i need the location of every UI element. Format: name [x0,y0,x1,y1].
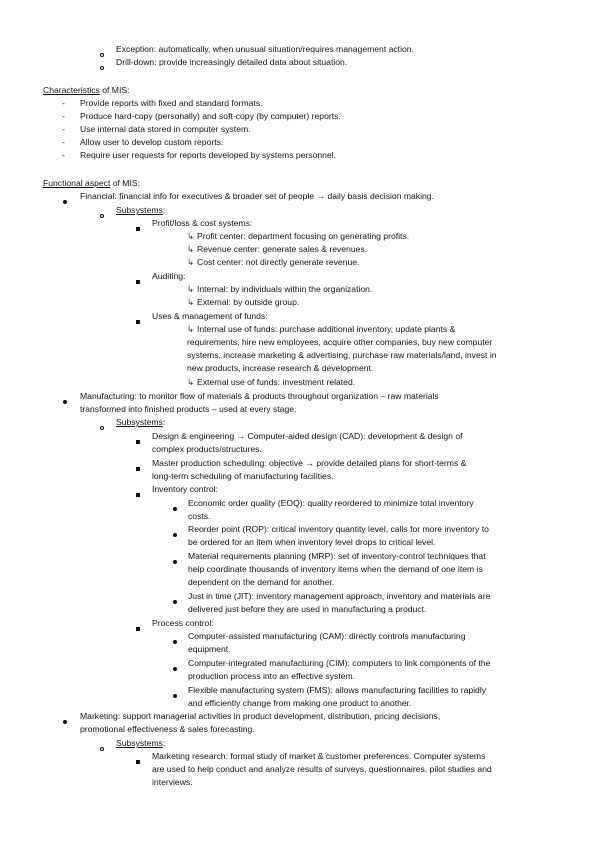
bullet-dot-icon [173,555,177,568]
cam-line: equipment. [188,644,231,654]
characteristic-item: Produce hard-copy (personally) and soft-copy (by computer) reports. [80,111,341,121]
production-line: long-term scheduling of manufacturing facilities. [152,471,334,481]
square-bullet-icon [136,462,140,475]
dash-bullet: - [62,111,65,121]
dash-bullet: - [62,137,65,147]
circle-bullet-icon [100,742,104,755]
exception-item: Exception: automatically, when unusual situation/requires management action. [116,44,414,54]
mrp-line: dependent on the demand for another. [188,577,335,587]
inventory-control-item: Inventory control: [152,484,218,494]
jit-line: delivered just before they are used in manufacturing a product. [188,604,427,614]
profit-center-item: Profit center: department focusing on generating profits. [197,231,410,241]
internal-funds-line: systems, increase marketing & advertising, purchase raw materials/land, invest in [187,350,497,360]
characteristic-item: Allow user to develop custom reports. [80,137,224,147]
fms-line: Flexible manufacturing system (FMS): allows manufacturing facilities to rapidly [188,685,487,695]
sub-arrow-icon: ↳ [187,244,195,254]
funds-item: Uses & management of funds: [152,311,268,321]
marketing-research-line: are used to help conduct and analyze results of surveys, questionnaires, pilot studies and [152,764,492,774]
bullet-dot-icon [63,395,67,408]
characteristics-heading: Characteristics of MIS: [43,85,130,95]
characteristic-item: Use internal data stored in computer system. [80,124,251,134]
sub-arrow-icon: ↳ [187,284,195,294]
bullet-dot-icon [63,715,67,728]
financial-subsystems-label: Subsystems: [116,205,166,215]
cim-line: Computer-integrated manufacturing (CIM): computers to link components of the [188,658,491,668]
manufacturing-line: transformed into finished products – used at every stage. [80,404,297,414]
bullet-dot-icon [63,195,67,208]
rop-line: Reorder point (ROP): critical inventory quantity level, calls for more inventory to [188,524,489,534]
process-control-item: Process control: [152,618,214,628]
square-bullet-icon [136,435,140,448]
revenue-center-item: Revenue center: generate sales & revenues. [197,244,368,254]
fms-line: and efficiently change from making one product to another. [188,698,412,708]
internal-funds-line: new products, increase research & development. [187,363,374,373]
sub-arrow-icon: ↳ [187,377,195,387]
dash-bullet: - [62,124,65,134]
internal-audit-item: Internal: by individuals within the organization. [197,284,373,294]
circle-bullet-icon [100,61,104,74]
square-bullet-icon [136,622,140,635]
bullet-dot-icon [173,689,177,702]
cam-line: Computer-assisted manufacturing (CAM): directly controls manufacturing [188,631,466,641]
production-line: Master production scheduling: objective → provide detailed plans for short-terms & [152,458,467,468]
square-bullet-icon [136,315,140,328]
bullet-dot-icon [173,595,177,608]
bullet-dot-icon [173,662,177,675]
sub-arrow-icon: ↳ [187,231,195,241]
bullet-dot-icon [173,528,177,541]
manufacturing-line: Manufacturing: to monitor flow of materials & products throughout organization – raw materials [80,391,439,401]
square-bullet-icon [136,488,140,501]
bullet-dot-icon [173,502,177,515]
cost-center-item: Cost center: not directly generate revenue. [197,257,360,267]
sub-arrow-icon: ↳ [187,297,195,307]
design-line: Design & engineering → Computer-aided design (CAD): development & design of [152,431,463,441]
circle-bullet-icon [100,209,104,222]
auditing-item: Auditing: [152,271,186,281]
external-funds-item: External use of funds: investment related. [197,377,356,387]
marketing-subsystems-label: Subsystems: [116,738,166,748]
design-line: complex products/structures. [152,444,262,454]
mrp-line: help coordinate thousands of inventory items when the demand of one item is [188,564,483,574]
marketing-research-line: interviews. [152,777,193,787]
eoq-line: Economic order quality (EOQ): quality reordered to minimize total inventory [188,498,474,508]
jit-line: Just in time (JIT): inventory management approach, inventory and materials are [188,591,491,601]
dash-bullet: - [62,150,65,160]
functional-aspect-heading: Functional aspect of MIS: [43,178,140,188]
characteristic-item: Require user requests for reports developed by systems personnel. [80,150,337,160]
internal-funds-line: Internal use of funds: purchase additional inventory, update plants & [197,324,456,334]
mrp-line: Material requirements planning (MRP): set of inventory-control techniques that [188,551,486,561]
manufacturing-subsystems-label: Subsystems: [116,417,166,427]
drill-down-item: Drill-down: provide increasingly detailed data about situation. [116,57,348,67]
marketing-research-line: Marketing research: formal study of market & customer preferences. Computer systems [152,751,486,761]
financial-item: Financial: financial info for executives & broader set of people → daily basis decision making. [80,191,434,201]
eoq-line: costs. [188,511,211,521]
internal-funds-line: requirements, hire new employees, acquire other companies, buy new computer [187,337,493,347]
square-bullet-icon [136,222,140,235]
square-bullet-icon [136,755,140,768]
dash-bullet: - [62,98,65,108]
bullet-dot-icon [173,635,177,648]
external-audit-item: External: by outside group. [197,297,300,307]
sub-arrow-icon: ↳ [187,324,195,334]
marketing-line: Marketing: support managerial activities in product development, distribution, pricing decisions, [80,711,441,721]
cim-line: production process into an effective system. [188,671,356,681]
rop-line: be ordered for an item when inventory level drops to critical level. [188,537,436,547]
circle-bullet-icon [100,421,104,434]
square-bullet-icon [136,275,140,288]
profit-loss-item: Profit/loss & cost systems: [152,218,253,228]
circle-bullet-icon [100,48,104,61]
characteristic-item: Provide reports with fixed and standard formats. [80,98,263,108]
marketing-line: promotional effectiveness & sales forecasting. [80,724,255,734]
sub-arrow-icon: ↳ [187,257,195,267]
